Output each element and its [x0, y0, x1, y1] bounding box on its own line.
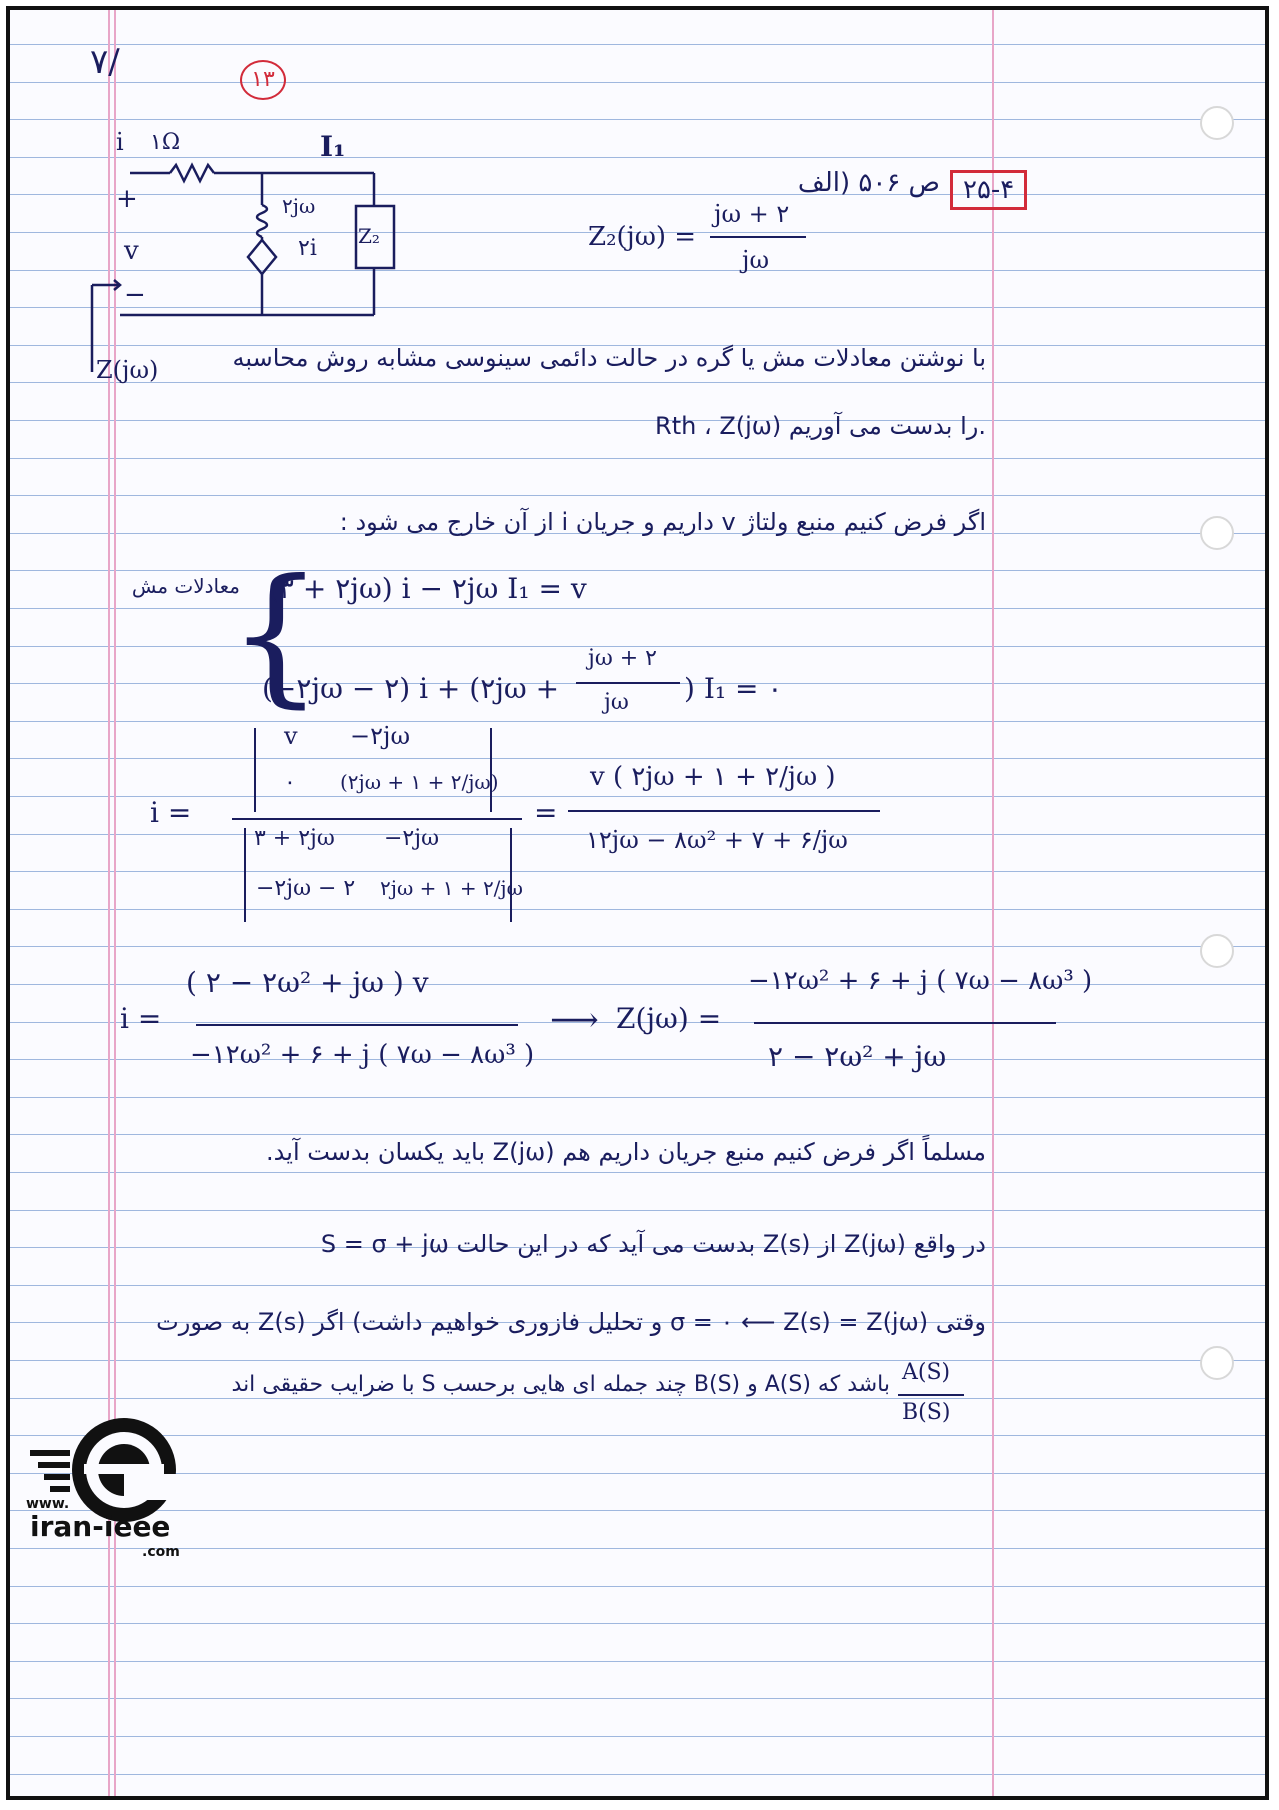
- cramer-equals: =: [534, 796, 558, 829]
- result-i-equals: i =: [120, 1002, 162, 1035]
- logo-www: www.: [26, 1496, 70, 1512]
- inductor-symbol: [257, 205, 267, 237]
- ruled-line: [10, 1398, 1265, 1399]
- den-det-r2c1: −۲jω − ۲: [256, 876, 356, 901]
- cramer-rhs-denominator: ۱۲jω − ۸ω² + ۷ + ۶/jω: [586, 826, 848, 854]
- mesh-equation-2-frac-num: jω + ۲: [588, 646, 657, 671]
- ruled-line: [10, 1134, 1265, 1135]
- problem-number-box: ۲۵-۴: [950, 170, 1027, 210]
- page-number: ۱۳: [240, 60, 286, 100]
- minus-terminal: −: [124, 280, 146, 310]
- result-numerator: ( ۲ − ۲ω² + jω ) v: [186, 966, 429, 999]
- right-margin-line: [992, 10, 994, 1796]
- mesh-equation-2-left: (−۲jω − ۲) i + (۲jω +: [262, 672, 560, 705]
- plus-terminal: +: [116, 184, 138, 214]
- ruled-line: [10, 458, 1265, 459]
- cramer-fraction-bar: [232, 818, 522, 820]
- cramer-rhs-fraction-bar: [568, 810, 880, 812]
- cramer-i-equals: i =: [150, 796, 192, 829]
- z-denominator: ۲ − ۲ω² + jω: [768, 1040, 947, 1073]
- logo-tld: .com: [142, 1544, 180, 1560]
- ruled-line: [10, 1210, 1265, 1211]
- ruled-line: [10, 495, 1265, 496]
- current-i-label: i: [116, 128, 124, 156]
- voltage-label: v: [124, 236, 139, 266]
- ruled-line: [10, 871, 1265, 872]
- z-equals: Z(jω) =: [616, 1002, 722, 1035]
- inductor-label: ۲jω: [282, 194, 316, 218]
- ruled-line: [10, 1285, 1265, 1286]
- current-I1-label: I₁: [320, 130, 346, 163]
- dependent-source-label: ۲i: [298, 236, 317, 261]
- note-fraction-numerator: A(S): [902, 1360, 951, 1385]
- load-label: Z₂: [358, 224, 380, 248]
- ruled-line: [10, 1172, 1265, 1173]
- den-determinant-left-bar: [244, 828, 246, 922]
- resistor-label: ۱Ω: [150, 130, 181, 155]
- z-numerator: −۱۲ω² + ۶ + j ( ۷ω − ۸ω³ ): [748, 966, 1093, 996]
- result-denominator: −۱۲ω² + ۶ + j ( ۷ω − ۸ω³ ): [190, 1040, 535, 1070]
- logo-site-name: iran-ieee: [30, 1510, 171, 1543]
- ruled-line: [10, 82, 1265, 83]
- result-fraction-bar: [196, 1024, 518, 1026]
- den-det-r2c2: ۲jω + ۱ + ۲/jω: [380, 876, 523, 900]
- dependent-source-diamond: [248, 240, 276, 274]
- z-fraction-bar: [754, 1022, 1056, 1024]
- num-det-r2c2: (۲jω + ۱ + ۲/jω): [340, 770, 499, 794]
- ruled-line: [10, 608, 1265, 609]
- impedance-label: Z(jω): [96, 356, 159, 384]
- resistor-symbol: [170, 165, 214, 181]
- z2-denominator: jω: [742, 246, 770, 274]
- note-line-4: باشد که A(S) و B(S) چند جمله ای هایی برحسب S با ضرایب حقیقی اند: [231, 1372, 890, 1397]
- part-label: ص ۵۰۶ (الف: [797, 168, 940, 198]
- note-fraction-denominator: B(S): [902, 1400, 951, 1425]
- num-det-r2c1: ۰: [284, 770, 296, 795]
- cramer-rhs-numerator: v ( ۲jω + ۱ + ۲/jω ): [590, 762, 836, 792]
- ruled-line: [10, 946, 1265, 947]
- z2-fraction-bar: [710, 236, 806, 238]
- mesh-equation-2-fraction-bar: [576, 682, 680, 684]
- ruled-line: [10, 796, 1265, 797]
- text-line-2: Rth ، Z(jω) را بدست می آوریم.: [655, 412, 986, 440]
- text-line-1: با نوشتن معادلات مش یا گره در حالت دائمی سینوسی مشابه روش محاسبه: [232, 344, 986, 372]
- implies-arrow: ⟶: [550, 1000, 599, 1040]
- note-fraction-bar: [898, 1394, 964, 1396]
- binder-hole: [1200, 934, 1234, 968]
- note-line-2: در واقع Z(jω) از Z(s) بدست می آید که در این حالت S = σ + jω: [320, 1230, 986, 1258]
- mesh-equation-2-right: ) I₁ = ۰: [684, 672, 783, 705]
- ruled-line: [10, 1097, 1265, 1098]
- mesh-label: معادلات مش: [131, 574, 240, 598]
- den-det-r1c1: ۳ + ۲jω: [254, 826, 335, 851]
- num-det-r1c1: v: [284, 722, 298, 750]
- z2-numerator: jω + ۲: [714, 200, 790, 228]
- z2-lhs: Z₂(jω) =: [588, 222, 697, 252]
- ruled-line: [10, 758, 1265, 759]
- den-determinant-right-bar: [510, 828, 512, 922]
- site-logo: [18, 1410, 218, 1800]
- note-line-3: وقتی σ = ۰ ⟵ Z(s) = Z(jω) و تحلیل فازوری خواهیم داشت) اگر Z(s) به صورت: [156, 1308, 986, 1336]
- ruled-line: [10, 1360, 1265, 1361]
- binder-hole: [1200, 516, 1234, 550]
- binder-hole: [1200, 1346, 1234, 1380]
- equation-brace: {: [228, 548, 324, 722]
- ruled-line: [10, 44, 1265, 45]
- binder-hole: [1200, 106, 1234, 140]
- ruled-line: [10, 721, 1265, 722]
- mesh-equation-1: (۳ + ۲jω) i − ۲jω I₁ = v: [268, 572, 587, 605]
- ruled-line: [10, 570, 1265, 571]
- note-line-1: مسلماً اگر فرض کنیم منبع جریان داریم هم Z(jω) باید یکسان بدست آید.: [266, 1138, 986, 1166]
- corner-mark: ۷/: [90, 42, 120, 82]
- text-line-3: اگر فرض کنیم منبع ولتاژ v داریم و جریان i از آن خارج می شود :: [339, 508, 986, 536]
- num-determinant-left-bar: [254, 728, 256, 812]
- den-det-r1c2: −۲jω: [384, 826, 440, 851]
- ruled-line: [10, 909, 1265, 910]
- mesh-equation-2-frac-den: jω: [604, 690, 629, 715]
- num-det-r1c2: −۲jω: [350, 722, 411, 750]
